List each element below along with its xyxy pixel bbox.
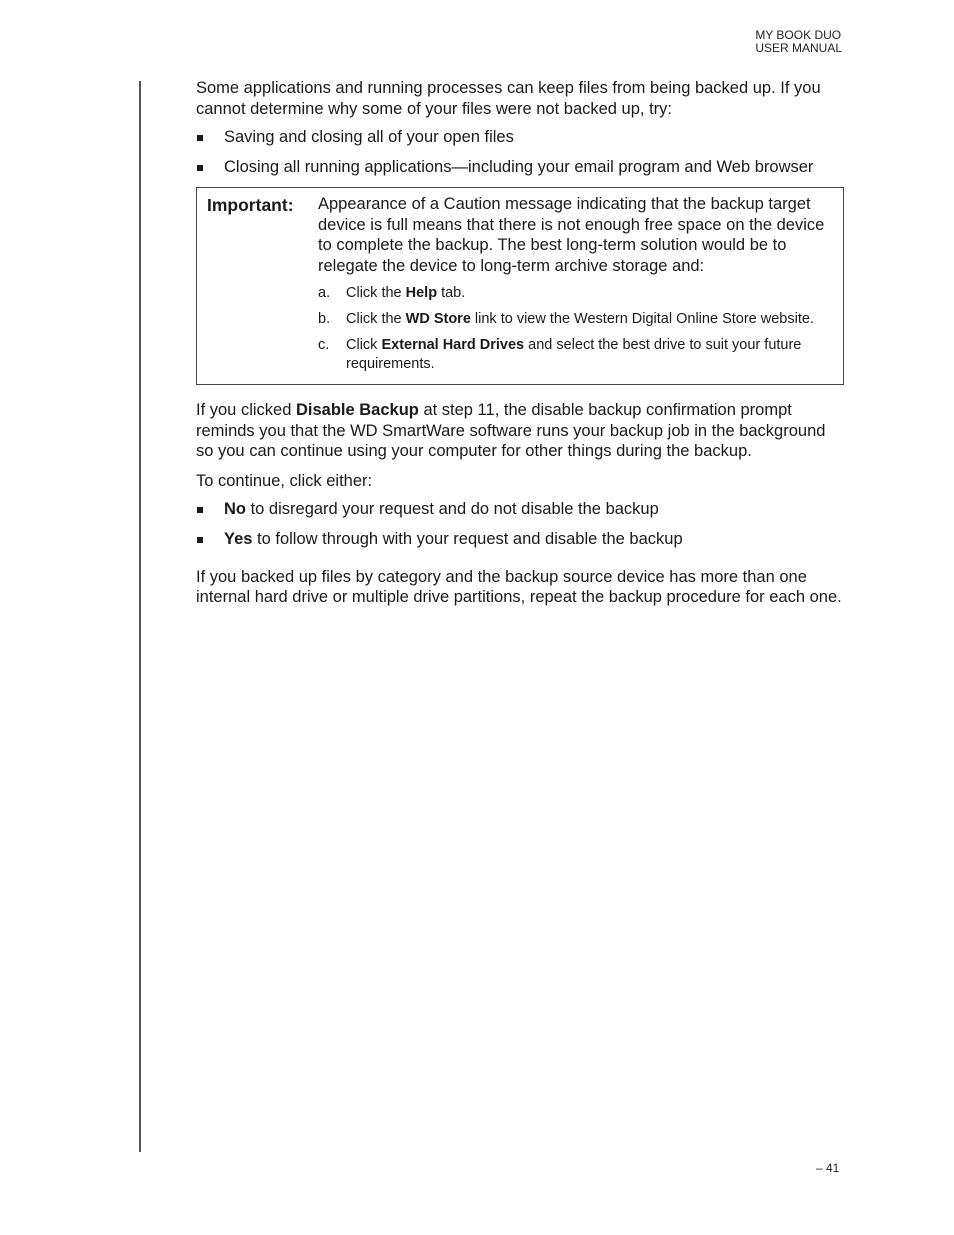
important-note-box [196,187,844,385]
step-item: a. Click the Help tab. [318,285,466,301]
important-text: Appearance of a Caution message indicating that the backup target device is full means that there is not enough free space on the device to complete the backup. The best long-term solution would be to relegate the device to long-term archive storage and: [318,195,825,275]
header-product: MY BOOK DUO [755,28,842,42]
choice-list [196,499,844,550]
list-item: Closing all running applications—including your email program and Web browser [196,157,844,178]
step-item: b. Click the WD Store link to view the Western Digital Online Store website. [318,311,814,327]
bullet-square-icon [197,135,203,141]
page-content [196,78,844,608]
disable-backup-ref: Disable Backup [295,401,419,419]
important-body [318,194,833,374]
disable-backup-paragraph: If you clicked Disable Backup at step 11, the disable backup confirmation prompt reminds you that the WD SmartWare software runs your backup job in the background so you can continue using your computer for other things during the backup. [196,401,826,460]
help-tab-ref: Help [405,285,438,301]
running-header [755,29,842,55]
continue-paragraph: To continue, click either: [196,471,373,490]
important-steps [318,284,833,374]
step-item: c. Click External Hard Drives and select the best drive to suit your future requirements. [318,337,802,372]
bullet-square-icon [197,507,203,513]
list-item: No to disregard your request and do not disable the backup [196,499,844,520]
external-drives-ref: External Hard Drives [381,337,525,353]
bullet-square-icon [197,165,203,171]
list-item: Saving and closing all of your open files [196,127,844,148]
margin-rule [139,81,141,1152]
list-item: Yes to follow through with your request and disable the backup [196,529,844,550]
wd-store-link-ref: WD Store [405,311,471,327]
intro-paragraph: Some applications and running processes can keep files from being backed up. If you cannot determine why some of your files were not backed up, try: [196,79,821,118]
important-label: Important: [207,195,294,215]
page-number: – 41 [816,1161,840,1175]
troubleshoot-list [196,127,844,178]
no-option-ref: No [224,500,246,518]
yes-option-ref: Yes [224,530,253,548]
bullet-square-icon [197,537,203,543]
category-paragraph: If you backed up files by category and the backup source device has more than one internal hard drive or multiple drive partitions, repeat the backup procedure for each one. [196,567,842,606]
header-doc-title: USER MANUAL [755,41,842,55]
